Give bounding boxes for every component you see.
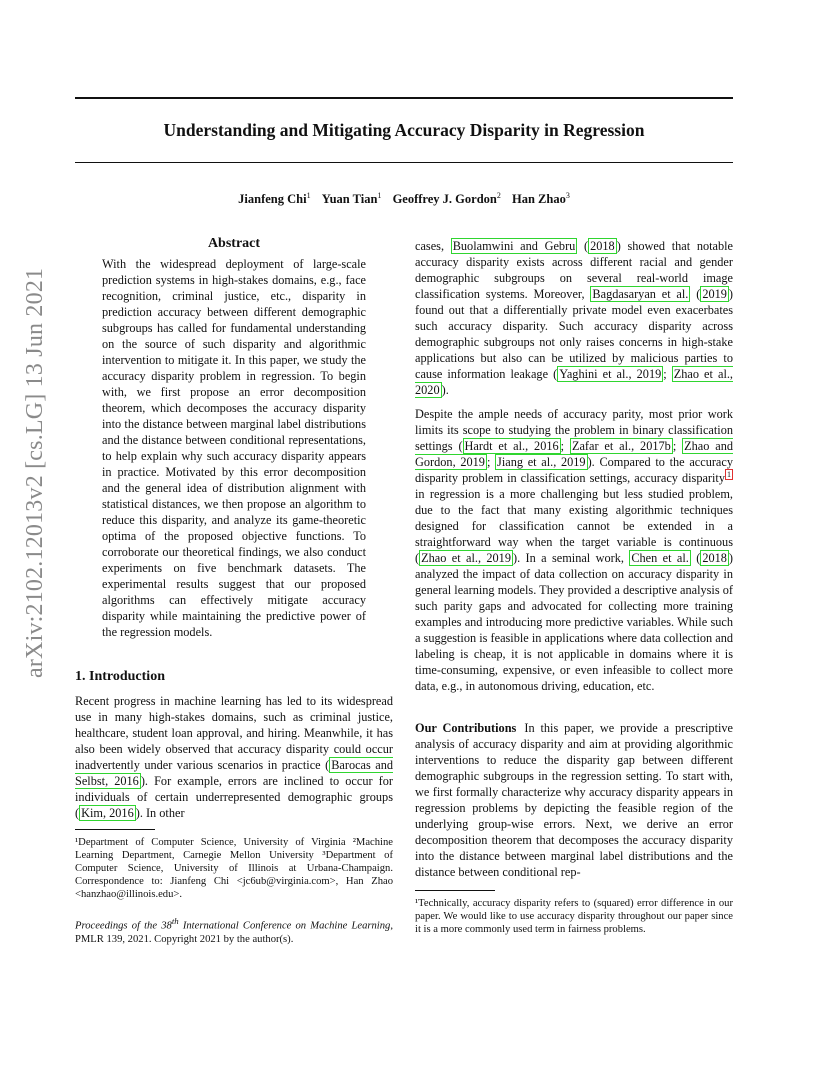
footnote-separator [415,890,495,891]
author: Jianfeng Chi$^1$ [238,191,311,207]
footnote-separator [75,829,155,830]
paper-title: Understanding and Mitigating Accuracy Disparity in Regression [163,120,645,140]
section-heading-introduction: 1. Introduction [75,669,165,684]
citation-link[interactable]: Jiang et al., 2019 [497,455,586,469]
citation-link[interactable]: 2018 [702,551,727,565]
citation-link[interactable]: Zafar et al., 2017b [571,439,671,453]
citation-link[interactable]: Zhao et al., 2020 [415,367,734,397]
citation-link[interactable]: Zhao and Gordon, 2019 [415,439,733,469]
citation-link[interactable]: Barocas and Selbst, 2016 [75,758,394,788]
contributions-heading: Our Contributions [415,721,517,735]
citation-link[interactable]: Chen et al. [631,551,689,565]
citation-link[interactable]: Zhao et al., 2019 [421,551,511,565]
intro-paragraph: cases, Buolamwini and Gebru ( 2018 ) showed that notable accuracy disparity exists across different racial and gender demographic subgroups on several real-world image classification systems. Moreover, Bagdasaryan et al. ( 2019 ) found out that a differentially private model even exacerbates such accuracy disparity. Such accuracy disparity across demographic subgroups not only raises concerns in high-stake applications but also can be utilized by malicious parties to cause information leakage ( Yaghini et al., 2019 ; Zhao et al., 2020 ). [415,239,734,397]
footnote-text: ¹Technically, accuracy disparity refers to (squared) error difference in our paper. We would like to use accuracy disparity throughout our paper since it is a more commonly used term in fairness problems. [415,898,733,935]
citation-link[interactable]: Buolamwini and Gebru [452,239,576,253]
title-bottom-rule [75,162,733,163]
abstract-heading: Abstract [207,236,261,251]
citation-link[interactable]: 2018 [590,239,615,253]
affiliation-footnote: ¹Department of Computer Science, University of Virginia ²Machine Learning Department, Carnegie Mellon University ³Department of Computer Science, University of Illinois at Urbana-Champaign. Correspondence to: Jianfeng Chi <jc6ub@virginia.com>, Han Zhao <hanzhao@illinois.edu>. [75,837,393,900]
right-column [415,238,733,936]
left-column [75,236,393,946]
author: Han Zhao$^3$ [511,191,570,207]
author: Yuan Tian$^1$ [321,191,382,207]
proceedings-note: Proceedings of the 38th International Conference on Machine Learning, PMLR 139, 2021. Copyright 2021 by the author(s). [75,916,393,945]
arxiv-watermark: arXiv:2102.12013v2 [cs.LG] 13 Jun 2021 [22,267,48,678]
citation-link[interactable]: 2019 [702,287,727,301]
citation-link[interactable]: Bagdasaryan et al. [592,287,689,301]
author: Geoffrey J. Gordon$^2$ [392,191,501,207]
author-list [75,191,733,207]
intro-paragraph: Recent progress in machine learning has led to its widespread use in many high-stakes domains, such as criminal justice, healthcare, student loan approval, and hiring. Meanwhile, it has also been widely observed that accuracy disparity could occur inadvertently under various scenarios in practice ( Barocas and Selbst, 2016 ). For example, errors are inclined to occur for individuals of certain underrepresented demographic groups ( Kim, 2016 ). In other [75,694,394,820]
citation-link[interactable]: Kim, 2016 [81,806,134,820]
footnote-link[interactable]: 1 [727,469,731,479]
citation-link[interactable]: Hardt et al., 2016 [464,439,559,453]
citation-link[interactable]: Yaghini et al., 2019 [559,367,662,381]
intro-paragraph: Despite the ample needs of accuracy parity, most prior work limits its scope to studying the problem in binary classification settings ( Hardt et al., 2016 ; Zafar et al., 2017b ; Zhao and Gordon, 2019 ; Jiang et al., 2019 ). Compared to the accuracy disparity problem in classification settings, accuracy disparity $^1$ in regression is a more challenging but less studied problem, due to the fact that many existing algorithmic techniques designed for classification cannot be extended in a straightforward way when the target variable is continuous ( Zhao et al., 2019 ). In a seminal work, Chen et al. ( 2018 ) analyzed the impact of data collection on accuracy disparity in general learning models. They provided a descriptive analysis of such parity gaps and advocated for collecting more training examples and introducing more predictive variables. While such a suggestion is feasible in applications where data collection and labeling is cheap, it is not applicable in domains where it is time-consuming, expensive, or even infeasible to collect more data, e.g., in autonomous driving, education, etc. [415,407,734,693]
abstract-text: With the widespread deployment of large-scale prediction systems in high-stakes domains, e.g., face recognition, criminal justice, etc., disparity in prediction accuracy between different demographic subgroups has called for fundamental understanding on the source of such disparity and algorithmic intervention to mitigate it. In this paper, we study the accuracy disparity problem in regression. To begin with, we first propose an error decomposition theorem, which decomposes the accuracy disparity into the distance between marginal label distributions and the distance between conditional representations, to help explain why such accuracy disparity appears in practice. Motivated by this error decomposition and the general idea of distribution alignment with statistical distances, we then propose an algorithm to reduce this disparity, and analyze its game-theoretic optima of the proposed objective functions. To corroborate our theoretical findings, we also conduct experiments on five benchmark datasets. The experimental results suggest that our proposed algorithms can effectively mitigate accuracy disparity while maintaining the predictive power of the regression models. [102,257,366,639]
top-rule [75,97,733,99]
contributions-paragraph: Our Contributions In this paper, we provide a prescriptive analysis of accuracy disparity and aim at providing algorithmic interventions to reduce the disparity gap between different demographic subgroups in the regression setting. To start with, we first formally characterize why accuracy disparity appears in regression problems by depicting the feasible region of the underlying group-wise errors. Next, we derive an error decomposition theorem that decomposes the accuracy disparity into the distance between marginal label distributions and the distance between conditional rep- [415,721,734,879]
